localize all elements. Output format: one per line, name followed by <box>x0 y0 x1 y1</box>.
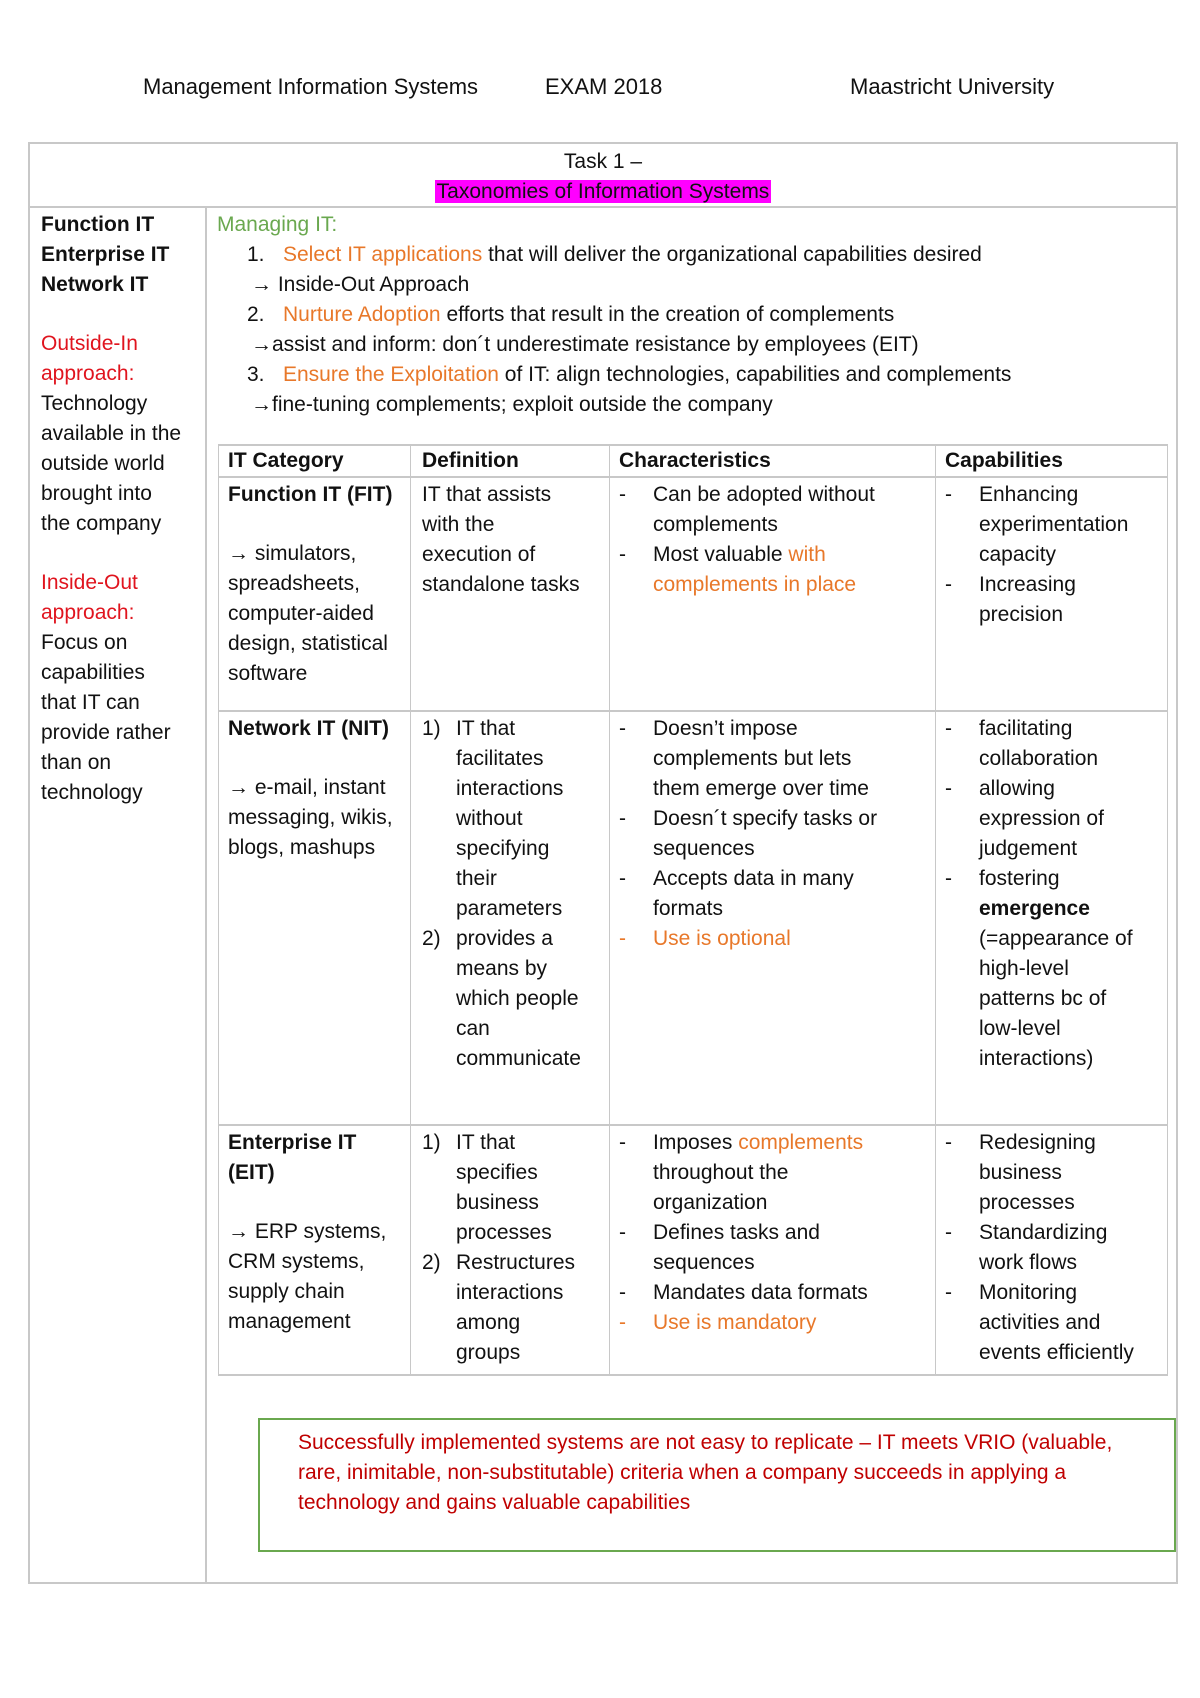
table-border <box>218 710 1168 712</box>
eit-characteristic <box>619 1128 933 1218</box>
eit-definition-line: interactions <box>456 1281 564 1304</box>
fit-characteristic-line <box>653 540 933 570</box>
eit-characteristic <box>619 1308 933 1338</box>
eit-characteristic-line: sequences <box>653 1251 755 1274</box>
eit-capability-line: processes <box>979 1191 1075 1214</box>
eit-definition-line: processes <box>456 1221 552 1244</box>
nit-capability-line: collaboration <box>979 747 1099 770</box>
column-divider <box>205 206 207 1584</box>
nit-capability <box>945 774 1167 864</box>
exam-label: EXAM 2018 <box>545 74 663 99</box>
table-border <box>609 444 610 1376</box>
nit-characteristic <box>619 864 933 924</box>
eit-capabilities-cell <box>945 1128 1167 1368</box>
nit-capability-line: expression of <box>979 807 1104 830</box>
fit-capability-line: experimentation <box>979 513 1129 536</box>
nit-capability-line: interactions) <box>979 1047 1094 1070</box>
eit-definition-line: Restructures <box>456 1251 576 1274</box>
item-number: 1. <box>247 243 265 266</box>
nit-characteristic-line: sequences <box>653 837 755 860</box>
nit-capability-line: judgement <box>979 837 1078 860</box>
item-arrow-note: →fine-tuning complements; exploit outside the company <box>251 393 773 416</box>
eit-characteristic <box>619 1218 933 1278</box>
eit-definition-line: business <box>456 1191 539 1214</box>
fit-characteristics-cell <box>619 480 933 600</box>
eit-category-cell <box>228 1128 408 1337</box>
eit-definition-line: among <box>456 1311 521 1334</box>
fit-definition-cell <box>422 480 606 600</box>
eit-capability-line: activities and <box>979 1311 1101 1334</box>
item-text: of IT: align technologies, capabilities and complements <box>498 363 1012 386</box>
type-function-it: Function IT <box>41 213 155 236</box>
eit-definition-cell <box>422 1128 606 1368</box>
nit-definition-line: provides a <box>456 927 553 950</box>
fit-characteristic <box>619 540 933 600</box>
eit-definition-line: IT that <box>456 1131 516 1154</box>
nit-characteristic-line: - Doesn´t specify tasks or <box>653 807 878 830</box>
vrio-line: Successfully implemented systems are not easy to replicate – IT meets VRIO (valuable, <box>298 1431 1113 1454</box>
eit-capability-line: events efficiently <box>979 1341 1134 1364</box>
eit-definition-line: specifies <box>456 1161 538 1184</box>
eit-capability <box>945 1128 1167 1218</box>
eit-name-abbr: (EIT) <box>228 1161 275 1184</box>
nit-example: messaging, wikis, <box>228 806 393 829</box>
nit-capability-line: - allowing <box>979 777 1055 800</box>
outside-in-label-2: approach: <box>41 362 135 385</box>
nit-characteristic <box>619 804 933 864</box>
eit-characteristic-line: throughout the <box>653 1161 789 1184</box>
eit-example: → ERP systems, <box>228 1220 387 1243</box>
nit-characteristic-line: - Accepts data in many <box>653 867 854 890</box>
nit-capability-line: patterns bc of <box>979 987 1107 1010</box>
eit-capability <box>945 1278 1167 1368</box>
eit-name: Enterprise IT <box>228 1131 357 1154</box>
inside-out-text: Focus on <box>41 631 128 654</box>
nit-capability <box>945 714 1167 774</box>
fit-capability-line: - Enhancing <box>979 483 1079 506</box>
fit-example: software <box>228 662 308 685</box>
nit-definition <box>422 714 606 924</box>
managing-item <box>217 360 1147 390</box>
fit-characteristic-text: Most valuable <box>653 543 789 566</box>
task-title-row <box>30 144 1176 208</box>
nit-capability-line: low-level <box>979 1017 1061 1040</box>
eit-capability-line: - Standardizing <box>979 1221 1108 1244</box>
nit-definition-cell <box>422 714 606 1074</box>
eit-characteristic-text: Imposes <box>653 1131 739 1154</box>
fit-definition: standalone tasks <box>422 573 580 596</box>
nit-characteristics-cell <box>619 714 933 954</box>
nit-characteristic-line: them emerge over time <box>653 777 869 800</box>
item-highlight: Ensure the Exploitation <box>283 363 499 386</box>
inside-out-text: technology <box>41 781 143 804</box>
nit-characteristic <box>619 924 933 954</box>
eit-definition-line: groups <box>456 1341 521 1364</box>
eit-definition <box>422 1128 606 1248</box>
outside-in-label: Outside-In <box>41 332 138 355</box>
fit-capabilities-cell <box>945 480 1167 630</box>
outside-in-text: the company <box>41 512 162 535</box>
fit-definition: with the <box>422 513 495 536</box>
eit-capability-line: work flows <box>979 1251 1078 1274</box>
nit-characteristic-line: formats <box>653 897 724 920</box>
managing-it-heading: Managing IT: <box>217 213 338 236</box>
university-name: Maastricht University <box>850 74 1055 99</box>
nit-definition-line: facilitates <box>456 747 544 770</box>
eit-capability-line: - Monitoring <box>979 1281 1078 1304</box>
nit-definition-line: communicate <box>456 1047 581 1070</box>
vrio-note-box <box>258 1418 1176 1552</box>
nit-definition-line: parameters <box>456 897 563 920</box>
eit-example: CRM systems, <box>228 1250 365 1273</box>
eit-definition-number: 1) <box>422 1131 441 1154</box>
eit-definition <box>422 1248 606 1368</box>
eit-characteristic-highlight: complements <box>738 1131 864 1154</box>
nit-capability <box>945 864 1167 1074</box>
inside-out-text: capabilities <box>41 661 145 684</box>
nit-example: → e-mail, instant <box>228 776 386 799</box>
nit-capability-line: - fostering <box>979 867 1060 890</box>
nit-example: blogs, mashups <box>228 836 376 859</box>
fit-characteristic-highlight: complements in place <box>653 573 857 596</box>
eit-capability-line: - Redesigning <box>979 1131 1096 1154</box>
fit-capability <box>945 480 1167 570</box>
header-definition: Definition <box>422 449 519 472</box>
managing-item <box>217 300 1147 330</box>
outside-in-text: available in the <box>41 422 182 445</box>
fit-example: → simulators, <box>228 542 357 565</box>
fit-characteristic-highlight: with <box>788 543 826 566</box>
eit-characteristic-line <box>653 1128 933 1158</box>
nit-capability-line: (=appearance of <box>979 927 1133 950</box>
fit-characteristic-line: - Can be adopted without <box>653 483 875 506</box>
nit-definition-line: means by <box>456 957 548 980</box>
nit-characteristic <box>619 714 933 804</box>
vrio-line: rare, inimitable, non-substitutable) criteria when a company succeeds in applying a <box>298 1461 1067 1484</box>
header-it-category: IT Category <box>228 449 344 472</box>
eit-characteristic-highlight: - Use is mandatory <box>653 1311 817 1334</box>
eit-characteristic-line: - Mandates data formats <box>653 1281 868 1304</box>
fit-capability <box>945 570 1167 630</box>
nit-definition-line: can <box>456 1017 490 1040</box>
fit-definition: IT that assists <box>422 483 552 506</box>
table-border <box>218 1374 1168 1376</box>
fit-characteristic-line: complements <box>653 513 778 536</box>
left-column <box>41 210 201 808</box>
fit-characteristic <box>619 480 933 540</box>
nit-definition-line: which people <box>456 987 579 1010</box>
nit-capability-line: - facilitating <box>979 717 1073 740</box>
inside-out-text: than on <box>41 751 112 774</box>
fit-example: spreadsheets, <box>228 572 360 595</box>
nit-definition-number: 2) <box>422 927 441 950</box>
eit-example: supply chain <box>228 1280 345 1303</box>
nit-definition-line: their <box>456 867 497 890</box>
task-number: Task 1 – <box>563 150 643 173</box>
header-characteristics: Characteristics <box>619 449 771 472</box>
nit-characteristic-line: complements but lets <box>653 747 852 770</box>
nit-definition-line: specifying <box>456 837 550 860</box>
outside-in-text: outside world <box>41 452 165 475</box>
item-number: 3. <box>247 363 265 386</box>
eit-characteristic-line: organization <box>653 1191 768 1214</box>
eit-characteristics-cell <box>619 1128 933 1338</box>
eit-characteristic-line: - Defines tasks and <box>653 1221 820 1244</box>
inside-out-text: that IT can <box>41 691 140 714</box>
item-arrow-note: → Inside-Out Approach <box>251 273 470 296</box>
nit-definition-number: 1) <box>422 717 441 740</box>
fit-definition: execution of <box>422 543 536 566</box>
task-title <box>30 177 1176 207</box>
inside-out-text: provide rather <box>41 721 171 744</box>
inside-out-label-2: approach: <box>41 601 135 624</box>
item-number: 2. <box>247 303 265 326</box>
eit-capability-line: business <box>979 1161 1062 1184</box>
item-arrow-note: →assist and inform: don´t underestimate resistance by employees (EIT) <box>251 333 919 356</box>
nit-name: Network IT (NIT) <box>228 717 389 740</box>
table-border <box>218 1124 1168 1126</box>
table-border <box>410 444 411 1376</box>
eit-characteristic <box>619 1278 933 1308</box>
managing-item <box>217 240 1147 270</box>
vrio-line: technology and gains valuable capabilities <box>298 1491 691 1514</box>
eit-example: management <box>228 1310 351 1333</box>
outer-table <box>28 142 1178 1584</box>
fit-example: computer-aided <box>228 602 374 625</box>
fit-example: design, statistical <box>228 632 388 655</box>
item-text: that will deliver the organizational capabilities desired <box>482 243 982 266</box>
outside-in-text: brought into <box>41 482 152 505</box>
table-border <box>935 444 936 1376</box>
table-border <box>1167 444 1168 1376</box>
course-name: Management Information Systems <box>143 74 479 99</box>
eit-definition-number: 2) <box>422 1251 441 1274</box>
nit-definition-line: without <box>456 807 523 830</box>
nit-characteristic-line: - Doesn’t impose <box>653 717 798 740</box>
item-text: efforts that result in the creation of complements <box>440 303 895 326</box>
item-highlight: Nurture Adoption <box>283 303 441 326</box>
nit-definition-line: interactions <box>456 777 564 800</box>
fit-capability-line: precision <box>979 603 1064 626</box>
item-highlight: Select IT applications <box>283 243 483 266</box>
fit-capability-line: capacity <box>979 543 1057 566</box>
nit-category-cell <box>228 714 408 863</box>
header-capabilities: Capabilities <box>945 449 1063 472</box>
table-border <box>218 444 219 1376</box>
nit-capability-line: high-level <box>979 957 1069 980</box>
eit-capability <box>945 1218 1167 1278</box>
nit-definition-line: IT that <box>456 717 516 740</box>
inside-out-label: Inside-Out <box>41 571 138 594</box>
table-border <box>218 476 1168 478</box>
outside-in-text: Technology <box>41 392 148 415</box>
nit-capability-bold: emergence <box>979 897 1090 920</box>
nit-definition <box>422 924 606 1074</box>
managing-it-section <box>217 210 1147 420</box>
nit-characteristic-highlight: - Use is optional <box>653 927 791 950</box>
type-enterprise-it: Enterprise IT <box>41 243 170 266</box>
task-title-highlight: Taxonomies of Information Systems <box>436 180 770 203</box>
type-network-it: Network IT <box>41 273 149 296</box>
fit-name: Function IT (FIT) <box>228 483 393 506</box>
fit-capability-line: - Increasing <box>979 573 1076 596</box>
fit-category-cell <box>228 480 408 689</box>
nit-capabilities-cell <box>945 714 1167 1074</box>
